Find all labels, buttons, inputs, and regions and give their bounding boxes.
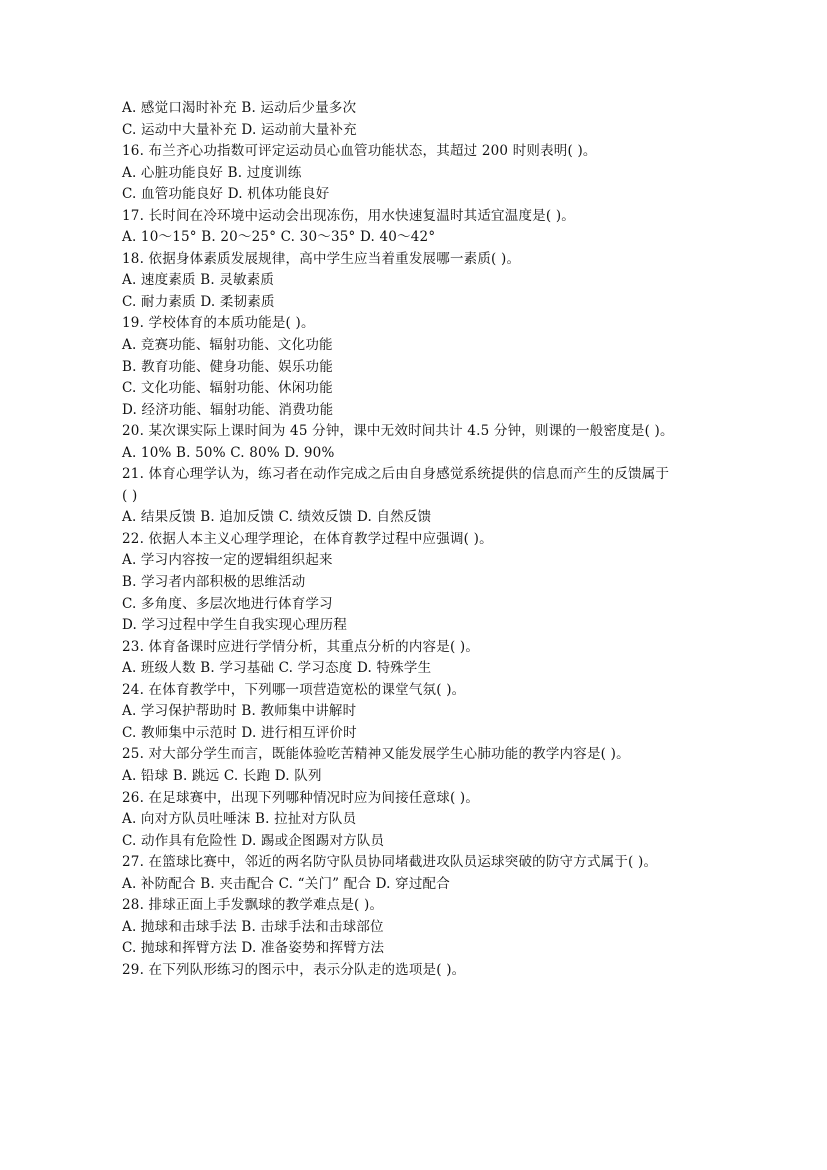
option-line-q16-cd: C. 血管功能良好 D. 机体功能良好 bbox=[122, 186, 330, 203]
question-24: 24. 在体育教学中，下列哪一项营造宽松的课堂气氛( )。 bbox=[122, 681, 466, 698]
option-line-q27: A. 补防配合 B. 夹击配合 C. “关门” 配合 D. 穿过配合 bbox=[122, 875, 450, 892]
option-line-q25: A. 铅球 B. 跳远 C. 长跑 D. 队列 bbox=[122, 767, 322, 784]
option-line-q15-cd: C. 运动中大量补充 D. 运动前大量补充 bbox=[122, 121, 357, 138]
question-22: 22. 依据人本主义心理学理论，在体育教学过程中应强调( )。 bbox=[122, 530, 493, 547]
option-line-q18-ab: A. 速度素质 B. 灵敏素质 bbox=[122, 272, 275, 289]
question-23: 23. 体育备课时应进行学情分析，其重点分析的内容是( )。 bbox=[122, 638, 480, 655]
option-line-q20: A. 10% B. 50% C. 80% D. 90% bbox=[122, 444, 335, 461]
option-line-q22-b: B. 学习者内部积极的思维活动 bbox=[122, 574, 306, 591]
option-line-q18-cd: C. 耐力素质 D. 柔韧素质 bbox=[122, 293, 275, 310]
option-line-q22-c: C. 多角度、多层次地进行体育学习 bbox=[122, 595, 333, 612]
question-28: 28. 排球正面上手发飘球的教学难点是( )。 bbox=[122, 897, 384, 914]
question-16: 16. 布兰齐心功指数可评定运动员心血管功能状态，其超过 200 时则表明( )。 bbox=[122, 143, 597, 160]
question-21: 21. 体育心理学认为，练习者在动作完成之后由自身感觉系统提供的信息而产生的反馈属于 bbox=[122, 466, 670, 483]
option-line-q24-cd: C. 教师集中示范时 D. 进行相互评价时 bbox=[122, 724, 357, 741]
option-line-q16-ab: A. 心脏功能良好 B. 过度训练 bbox=[122, 164, 302, 181]
option-line-q19-b: B. 教育功能、健身功能、娱乐功能 bbox=[122, 358, 333, 375]
option-line-q28-cd: C. 抛球和挥臂方法 D. 准备姿势和挥臂方法 bbox=[122, 940, 385, 957]
option-line-q22-d: D. 学习过程中学生自我实现心理历程 bbox=[122, 617, 348, 634]
question-17: 17. 长时间在冷环境中运动会出现冻伤，用水快速复温时其适宜温度是( )。 bbox=[122, 207, 575, 224]
option-line-q26-cd: C. 动作具有危险性 D. 踢或企图踢对方队员 bbox=[122, 832, 385, 849]
question-25: 25. 对大部分学生而言，既能体验吃苦精神又能发展学生心肺功能的教学内容是( )。 bbox=[122, 746, 630, 763]
option-line-q17: A. 10～15° B. 20～25° C. 30～35° D. 40～42° bbox=[122, 229, 436, 246]
option-line-q19-d: D. 经济功能、辐射功能、消费功能 bbox=[122, 401, 334, 418]
question-27: 27. 在篮球比赛中，邻近的两名防守队员协同堵截进攻队员运球突破的防守方式属于( )。 bbox=[122, 854, 658, 871]
option-line-q22-a: A. 学习内容按一定的逻辑组织起来 bbox=[122, 552, 333, 569]
question-21-blank: ( ) bbox=[122, 487, 138, 504]
option-line-q23: A. 班级人数 B. 学习基础 C. 学习态度 D. 特殊学生 bbox=[122, 660, 432, 677]
option-line-q19-a: A. 竞赛功能、辐射功能、文化功能 bbox=[122, 337, 333, 354]
option-line-q24-ab: A. 学习保护帮助时 B. 教师集中讲解时 bbox=[122, 703, 357, 720]
option-line-q19-c: C. 文化功能、辐射功能、休闲功能 bbox=[122, 380, 333, 397]
option-line-q21: A. 结果反馈 B. 追加反馈 C. 绩效反馈 D. 自然反馈 bbox=[122, 509, 432, 526]
document-page bbox=[122, 98, 707, 981]
question-18: 18. 依据身体素质发展规律，高中学生应当着重发展哪一素质( )。 bbox=[122, 250, 521, 267]
question-20: 20. 某次课实际上课时间为 45 分钟，课中无效时间共计 4.5 分钟，则课的一般密度是( )。 bbox=[122, 423, 674, 440]
question-19: 19. 学校体育的本质功能是( )。 bbox=[122, 315, 315, 332]
option-line-q26-ab: A. 向对方队员吐唾沫 B. 拉扯对方队员 bbox=[122, 811, 357, 828]
option-line-q28-ab: A. 抛球和击球手法 B. 击球手法和击球部位 bbox=[122, 918, 384, 935]
option-line-q15-ab: A. 感觉口渴时补充 B. 运动后少量多次 bbox=[122, 100, 357, 116]
question-26: 26. 在足球赛中，出现下列哪种情况时应为间接任意球( )。 bbox=[122, 789, 480, 806]
question-29: 29. 在下列队形练习的图示中，表示分队走的选项是( )。 bbox=[122, 961, 466, 978]
